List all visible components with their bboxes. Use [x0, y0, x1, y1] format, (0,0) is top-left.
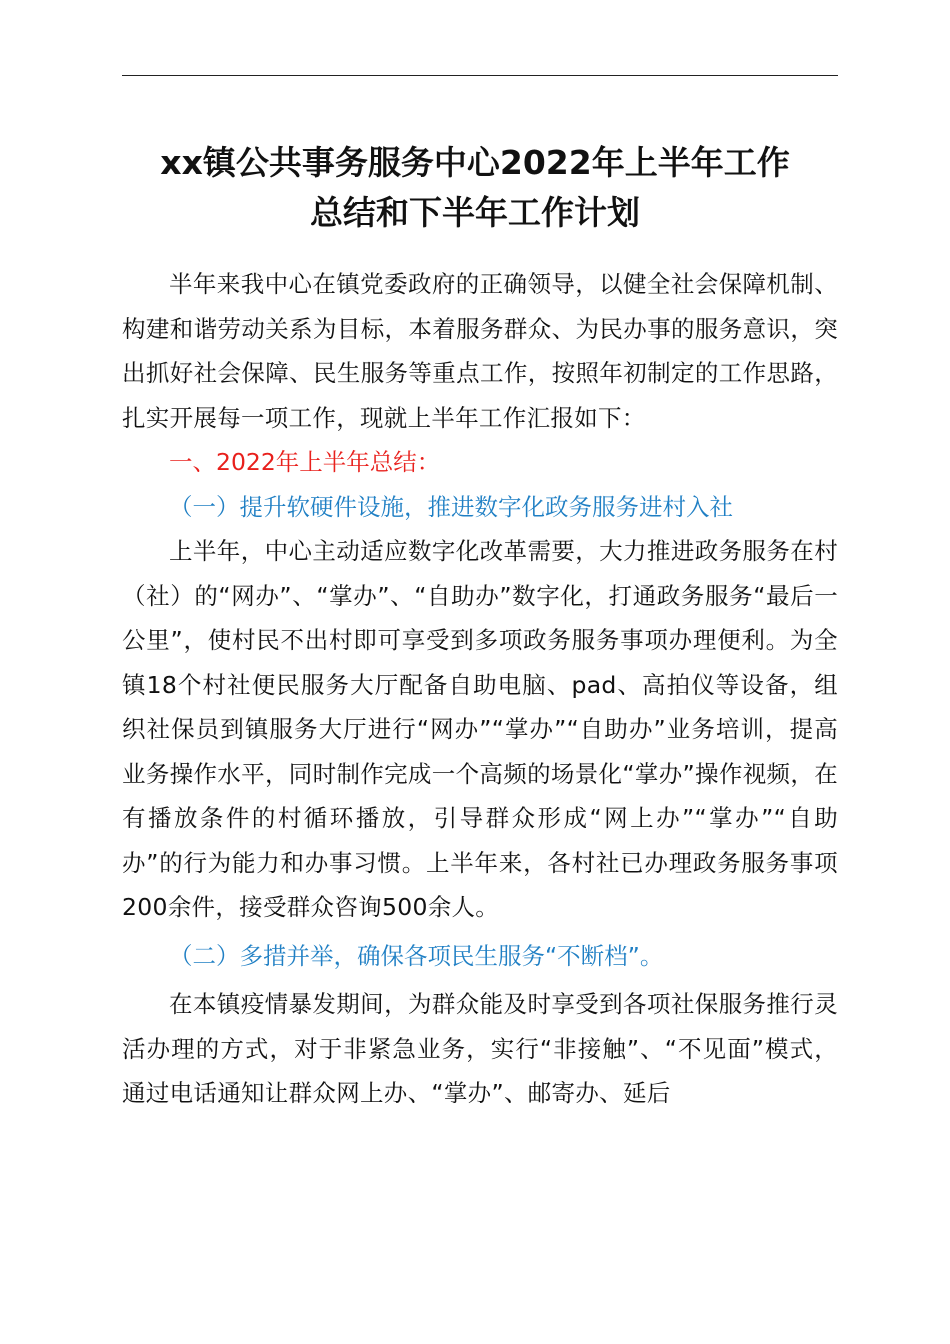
- section-heading-1: 一、2022年上半年总结：: [169, 448, 441, 476]
- document-body: [122, 262, 838, 1116]
- subsection-heading-1: （一）提升软硬件设施，推进数字化政务服务进村入社: [169, 492, 733, 521]
- header-rule: [122, 75, 838, 76]
- subsection-paragraph-1: 上半年，中心主动适应数字化改革需要，大力推进政务服务在村（社）的“网办”、“掌办”、“自助办”数字化，打通政务服务“最后一公里”，使村民不出村即可享受到多项政务服务事项办理便利。为全镇18个村社便民服务大厅配备自助电脑、pad、高拍仪等设备，组织社保员到镇服务大厅进行“网办”“掌办”“自助办”业务培训，提高业务操作水平，同时制作完成一个高频的场景化“掌办”操作视频，在有播放条件的村循环播放，引导群众形成“网上办”“掌办”“自助办”的行为能力和办事习惯。上半年来，各村社已办理政务服务事项200余件，接受群众咨询500余人。: [122, 537, 838, 921]
- document-title-line1: xx镇公共事务服务中心2022年上半年工作: [160, 143, 790, 182]
- intro-paragraph: 半年来我中心在镇党委政府的正确领导，以健全社会保障机制、构建和谐劳动关系为目标，本着服务群众、为民办事的服务意识，突出抓好社会保障、民生服务等重点工作，按照年初制定的工作思路，扎实开展每一项工作，现就上半年工作汇报如下：: [122, 270, 838, 432]
- subsection-heading-2: （二）多措并举，确保各项民生服务“不断档”。: [169, 941, 664, 970]
- document-title-line2: 总结和下半年工作计划: [310, 193, 640, 232]
- subsection-paragraph-2: 在本镇疫情暴发期间，为群众能及时享受到各项社保服务推行灵活办理的方式，对于非紧急业务，实行“非接触”、“不见面”模式，通过电话通知让群众网上办、“掌办”、邮寄办、延后: [122, 990, 838, 1107]
